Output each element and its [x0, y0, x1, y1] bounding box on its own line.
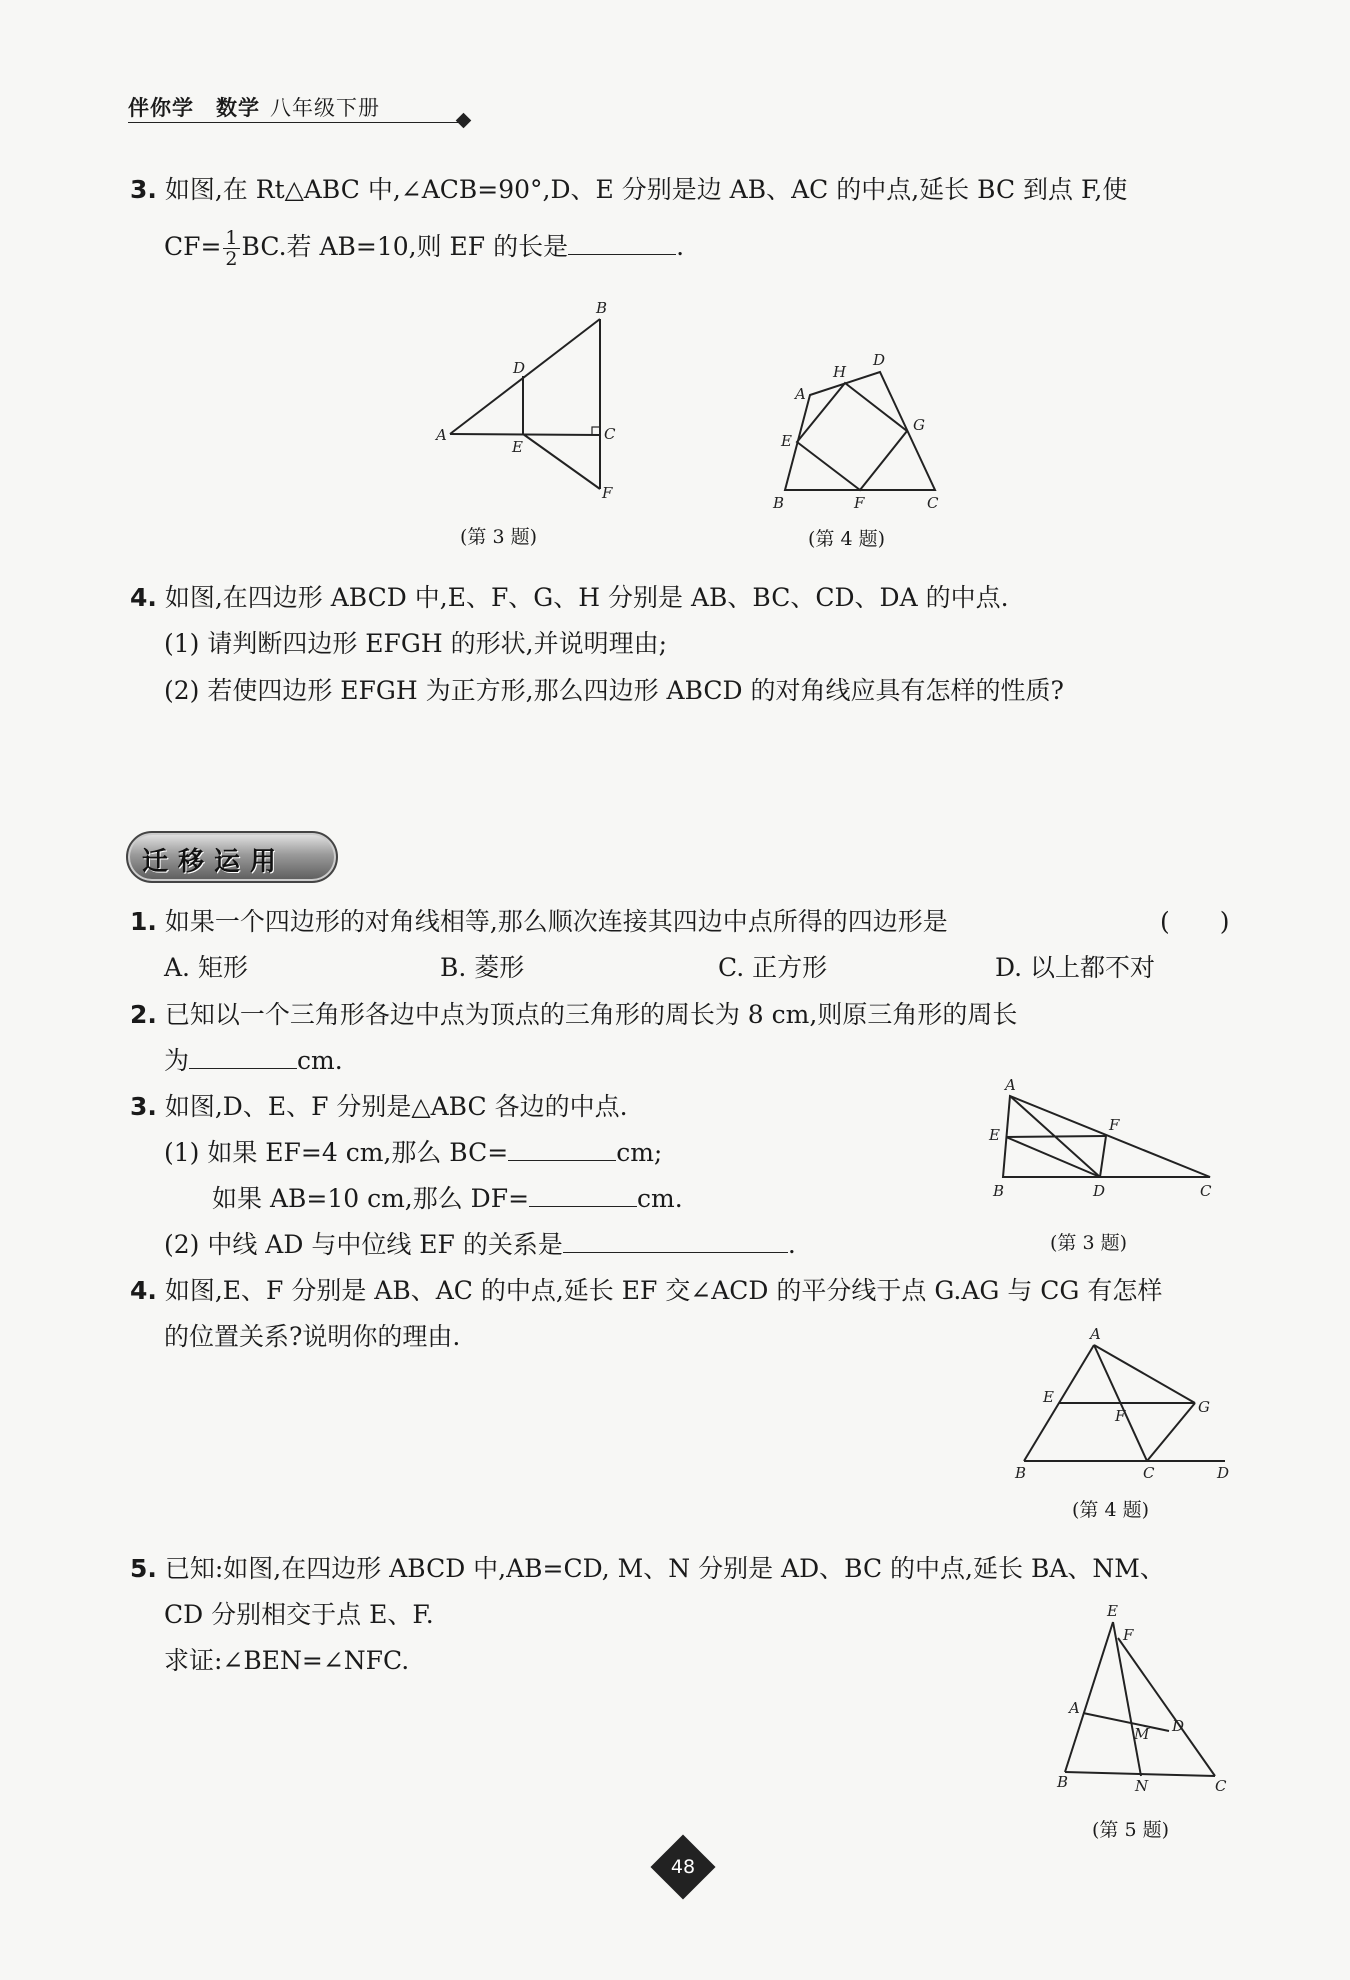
figure-5-section-caption: (第 5 题): [1092, 1819, 1169, 1841]
fraction-numerator: 1: [225, 227, 238, 249]
figure-4-top-caption: (第 4 题): [808, 528, 885, 550]
label-A: A: [436, 426, 447, 444]
s-q3-sub2-post: .: [787, 1230, 796, 1259]
label-B: B: [993, 1182, 1005, 1200]
figure-4-section-caption: (第 4 题): [1072, 1499, 1149, 1521]
q4-top-sub2: (2) 若使四边形 EFGH 为正方形,那么四边形 ABCD 的对角线应具有怎样的性质?: [164, 676, 1064, 705]
header-rule: [128, 122, 460, 123]
s-q2-line1: [130, 999, 1017, 1031]
figure-3-section: [985, 1070, 1225, 1210]
label-D: D: [1093, 1182, 1106, 1200]
label-H: H: [833, 363, 847, 381]
s-q2-text2-post: cm.: [297, 1046, 343, 1075]
q3-top-text2-end: .: [676, 232, 685, 261]
label-F: F: [1115, 1407, 1126, 1425]
figure-3-section-caption: (第 3 题): [1050, 1232, 1127, 1254]
label-C: C: [1143, 1464, 1155, 1480]
s-q2-text1: 已知以一个三角形各边中点为顶点的三角形的周长为 8 cm,则原三角形的周长: [164, 1000, 1018, 1029]
label-B: B: [773, 494, 785, 512]
s-q3-sub1b: [212, 1183, 683, 1215]
label-G: G: [1198, 1398, 1210, 1416]
segment-FD: [1100, 1136, 1106, 1177]
label-D: D: [1217, 1464, 1230, 1480]
s-q3-sub1b-pre: 如果 AB=10 cm,那么 DF=: [212, 1184, 530, 1213]
s-q3-line1: [130, 1091, 628, 1123]
s-q4-text1: 如图,E、F 分别是 AB、AC 的中点,延长 EF 交∠ACD 的平分线于点 G.AG 与 CG 有怎样: [164, 1276, 1163, 1305]
segment-CG: [1147, 1403, 1195, 1461]
s-q4-line2: 的位置关系?说明你的理由.: [164, 1322, 461, 1351]
option-c: C. 正方形: [718, 953, 828, 982]
s-q2-text2-pre: 为: [164, 1046, 190, 1075]
q4-top-sub1: (1) 请判断四边形 EFGH 的形状,并说明理由;: [164, 629, 667, 658]
label-E: E: [1107, 1602, 1118, 1620]
s-q5-number: 5.: [130, 1554, 157, 1583]
label-E: E: [512, 438, 523, 456]
label-A: A: [1069, 1699, 1080, 1717]
right-angle-mark: [592, 427, 600, 435]
s-q4-line1: [130, 1275, 1162, 1307]
s-q3-number: 3.: [130, 1092, 157, 1121]
figure-3-top: [420, 295, 640, 510]
label-G: G: [913, 416, 925, 434]
s-q4-number: 4.: [130, 1276, 157, 1305]
figure-5-section: [1045, 1600, 1240, 1800]
label-C: C: [1200, 1182, 1212, 1200]
q4-top-text1: 如图,在四边形 ABCD 中,E、F、G、H 分别是 AB、BC、CD、DA 的中点.: [164, 583, 1009, 612]
s-q1-text: 如果一个四边形的对角线相等,那么顺次连接其四边中点所得的四边形是: [164, 907, 948, 936]
option-d: D. 以上都不对: [995, 953, 1156, 982]
answer-blank[interactable]: [568, 233, 676, 255]
s-q1-number: 1.: [130, 907, 157, 936]
label-F: F: [1109, 1116, 1120, 1134]
header-title: 伴你学 数学: [128, 96, 260, 120]
label-N: N: [1135, 1777, 1149, 1795]
answer-blank[interactable]: [189, 1047, 297, 1069]
s-q1-line1: [130, 906, 948, 938]
page-number: 48: [670, 1856, 696, 1878]
segment-ED: [1006, 1137, 1100, 1177]
s-q3-sub1b-post: cm.: [637, 1184, 683, 1213]
answer-blank[interactable]: [529, 1185, 637, 1207]
label-F: F: [1123, 1626, 1134, 1644]
label-C: C: [927, 494, 939, 512]
label-C: C: [1215, 1777, 1227, 1795]
label-A: A: [1090, 1325, 1101, 1343]
running-header: [128, 92, 380, 122]
header-subtitle: 八年级下册: [270, 96, 380, 120]
s-q5-line3: 求证:∠BEN=∠NFC.: [164, 1646, 410, 1675]
s-q2-number: 2.: [130, 1000, 157, 1029]
segment-FC: [1118, 1638, 1215, 1776]
s-q5-line1: [130, 1553, 1165, 1585]
label-E: E: [1043, 1388, 1054, 1406]
answer-blank[interactable]: [508, 1139, 616, 1161]
fraction-denominator: 2: [225, 248, 238, 270]
s-q3-sub1-pre: (1) 如果 EF=4 cm,那么 BC=: [164, 1138, 509, 1167]
quadrilateral-EFGH: [797, 383, 907, 490]
q3-top-line2: [164, 228, 684, 269]
q3-top-number: 3.: [130, 175, 157, 204]
q4-top-line1: [130, 582, 1009, 614]
label-C: C: [604, 425, 616, 443]
figure-4-top: [765, 345, 955, 515]
segment-EF: [523, 434, 600, 489]
label-E: E: [781, 432, 792, 450]
s-q3-sub1: [164, 1137, 662, 1169]
figure-4-section: [1005, 1325, 1250, 1480]
label-F: F: [602, 484, 613, 502]
q4-top-number: 4.: [130, 583, 157, 612]
option-b: B. 菱形: [440, 953, 525, 982]
section-title: 迁移运用: [142, 847, 287, 877]
s-q3-text1: 如图,D、E、F 分别是△ABC 各边的中点.: [164, 1092, 628, 1121]
label-D: D: [513, 359, 526, 377]
segment-EB: [1065, 1622, 1113, 1772]
label-A: A: [795, 385, 806, 403]
option-a: A. 矩形: [164, 953, 248, 982]
s-q3-sub2-pre: (2) 中线 AD 与中位线 EF 的关系是: [164, 1230, 563, 1259]
label-D: D: [1172, 1717, 1185, 1735]
label-B: B: [596, 299, 608, 317]
segment-AD: [1083, 1713, 1169, 1731]
header-diamond-icon: [456, 113, 472, 129]
segment-AG: [1094, 1345, 1195, 1403]
label-B: B: [1057, 1773, 1069, 1791]
label-B: B: [1015, 1464, 1027, 1480]
section-title-badge: [126, 831, 338, 883]
answer-blank[interactable]: [563, 1231, 788, 1253]
label-F: F: [854, 494, 865, 512]
answer-paren[interactable]: ( ): [1160, 907, 1230, 936]
figure-3-top-caption: (第 3 题): [460, 526, 537, 548]
segment-EN: [1113, 1622, 1141, 1776]
q3-top-text2-post: BC.若 AB=10,则 EF 的长是: [241, 232, 569, 261]
s-q5-line2: CD 分别相交于点 E、F.: [164, 1600, 434, 1629]
s-q5-text1: 已知:如图,在四边形 ABCD 中,AB=CD, M、N 分别是 AD、BC 的中点,延长 BA、NM、: [164, 1554, 1165, 1583]
label-A: A: [1005, 1076, 1016, 1094]
label-E: E: [989, 1126, 1000, 1144]
label-D: D: [873, 351, 886, 369]
fraction-half: [223, 228, 239, 269]
s-q2-line2: [164, 1045, 343, 1077]
s-q3-sub1-post: cm;: [616, 1138, 663, 1167]
q3-top-text1: 如图,在 Rt△ABC 中,∠ACB=90°,D、E 分别是边 AB、AC 的中点,延长 BC 到点 F,使: [164, 175, 1128, 204]
q3-top-line1: [130, 174, 1127, 206]
label-M: M: [1134, 1725, 1150, 1743]
q3-top-text2-pre: CF=: [164, 232, 222, 261]
s-q3-sub2: [164, 1229, 796, 1261]
